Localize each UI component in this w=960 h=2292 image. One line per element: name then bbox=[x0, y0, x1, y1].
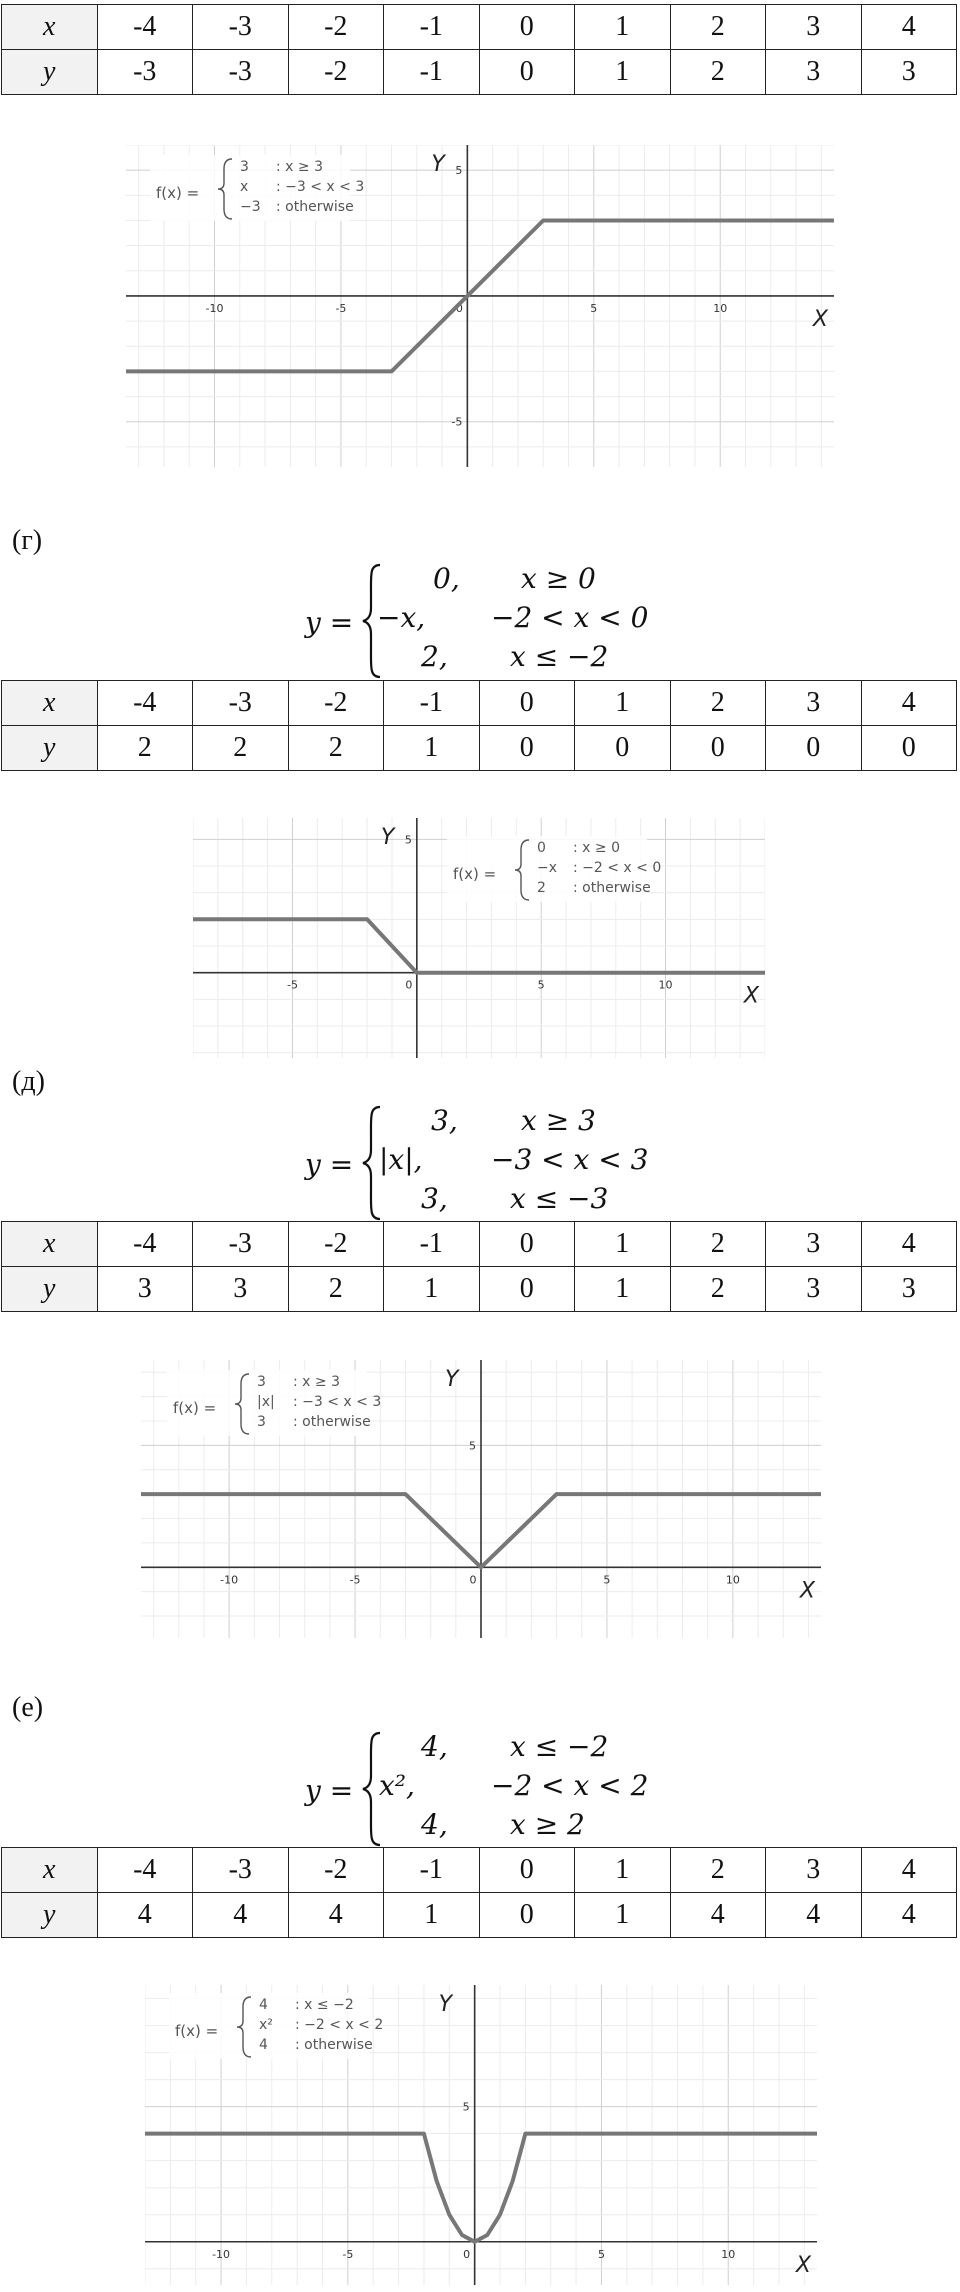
case-value: 4, bbox=[421, 1730, 448, 1763]
table-cell: -3 bbox=[193, 681, 289, 726]
legend-condition: : −2 < x < 2 bbox=[295, 2017, 384, 2033]
y-axis-label: Y bbox=[431, 152, 445, 177]
case-value: 3, bbox=[431, 1104, 458, 1137]
table-cell: 3 bbox=[766, 1848, 862, 1893]
table-cell: 0 bbox=[861, 726, 957, 771]
table-cell: 4 bbox=[861, 1893, 957, 1938]
table-cell: 1 bbox=[575, 1848, 671, 1893]
legend-condition: : x ≥ 3 bbox=[276, 159, 323, 175]
legend-condition: : x ≥ 3 bbox=[293, 1374, 340, 1390]
table-cell: -1 bbox=[384, 50, 480, 95]
piecewise-formula bbox=[305, 1104, 665, 1222]
table-cell: 2 bbox=[97, 726, 193, 771]
value-table bbox=[1, 680, 957, 771]
table-header-cell: y bbox=[2, 50, 98, 95]
case-condition: −2 < x < 2 bbox=[491, 1769, 649, 1802]
table-cell: 2 bbox=[288, 726, 384, 771]
x-tick-label: -10 bbox=[212, 2247, 231, 2261]
case-condition: x ≤ −3 bbox=[510, 1182, 609, 1215]
table-cell: 3 bbox=[766, 5, 862, 50]
table-cell: 2 bbox=[670, 50, 766, 95]
case-value: x², bbox=[379, 1769, 415, 1802]
piecewise-formula bbox=[305, 562, 665, 680]
x-axis-label: X bbox=[812, 306, 828, 332]
legend-prefix: f(x) = bbox=[173, 1399, 217, 1417]
x-tick-label: -5 bbox=[335, 301, 347, 315]
table-header-cell: y bbox=[2, 726, 98, 771]
formula-lhs: y = bbox=[305, 606, 354, 639]
table-cell: 3 bbox=[861, 50, 957, 95]
table-cell: -3 bbox=[193, 50, 289, 95]
table-cell: 0 bbox=[479, 5, 575, 50]
legend-expr: −3 bbox=[240, 199, 261, 215]
table-cell: 1 bbox=[384, 726, 480, 771]
x-tick-label: -10 bbox=[205, 301, 224, 315]
legend-expr: 3 bbox=[240, 159, 249, 175]
table-cell: 0 bbox=[575, 726, 671, 771]
table-cell: -3 bbox=[97, 50, 193, 95]
legend-expr: −x bbox=[537, 860, 558, 876]
table-cell: -1 bbox=[384, 1848, 480, 1893]
x-tick-label: 5 bbox=[603, 1573, 611, 1587]
table-cell: 4 bbox=[97, 1893, 193, 1938]
table-cell: 4 bbox=[288, 1893, 384, 1938]
function-graph bbox=[193, 818, 765, 1058]
y-tick-label: 5 bbox=[455, 164, 463, 178]
table-cell: -2 bbox=[288, 1848, 384, 1893]
legend-condition: : x ≥ 0 bbox=[573, 840, 620, 856]
table-cell: 0 bbox=[670, 726, 766, 771]
function-graph bbox=[145, 1985, 817, 2285]
x-tick-label: 5 bbox=[590, 301, 598, 315]
x-tick-label: 10 bbox=[658, 978, 673, 992]
legend-prefix: f(x) = bbox=[156, 184, 200, 202]
table-cell: 1 bbox=[575, 1893, 671, 1938]
case-condition: x ≥ 3 bbox=[521, 1104, 596, 1137]
table-cell: 0 bbox=[479, 50, 575, 95]
x-tick-label: 10 bbox=[721, 2247, 736, 2261]
table-row bbox=[2, 726, 957, 771]
case-condition: x ≤ −2 bbox=[510, 640, 609, 673]
section-label: (г) bbox=[12, 525, 43, 556]
case-value: −x, bbox=[377, 601, 426, 634]
table-cell: 3 bbox=[766, 50, 862, 95]
x-axis-label: X bbox=[743, 983, 759, 1009]
x-axis-label: X bbox=[795, 2252, 811, 2278]
legend-condition: : otherwise bbox=[276, 199, 354, 215]
legend-expr: 4 bbox=[259, 2037, 268, 2053]
table-header-cell: x bbox=[2, 5, 98, 50]
table-row bbox=[2, 1267, 957, 1312]
table-cell: -3 bbox=[193, 1848, 289, 1893]
formula-lhs: y = bbox=[305, 1148, 354, 1181]
table-cell: 3 bbox=[766, 681, 862, 726]
table-cell: 3 bbox=[766, 1222, 862, 1267]
legend-condition: : otherwise bbox=[295, 2037, 373, 2053]
y-axis-label: Y bbox=[438, 1992, 453, 2017]
table-cell: 2 bbox=[670, 1222, 766, 1267]
table-cell: -4 bbox=[97, 1222, 193, 1267]
x-tick-label: -10 bbox=[220, 1573, 239, 1587]
table-header-cell: y bbox=[2, 1893, 98, 1938]
legend-condition: : −3 < x < 3 bbox=[293, 1394, 382, 1410]
table-row bbox=[2, 50, 957, 95]
table-cell: 0 bbox=[479, 1222, 575, 1267]
table-cell: -1 bbox=[384, 1222, 480, 1267]
legend-expr: |x| bbox=[257, 1394, 275, 1410]
table-row bbox=[2, 681, 957, 726]
table-cell: -2 bbox=[288, 50, 384, 95]
table-cell: -2 bbox=[288, 681, 384, 726]
x-tick-label: 10 bbox=[713, 301, 728, 315]
table-cell: -4 bbox=[97, 681, 193, 726]
table-cell: -2 bbox=[288, 5, 384, 50]
function-graph bbox=[141, 1360, 821, 1638]
y-axis-label: Y bbox=[445, 1367, 459, 1392]
table-cell: 2 bbox=[670, 1848, 766, 1893]
table-cell: 0 bbox=[479, 681, 575, 726]
x-tick-label: -5 bbox=[342, 2247, 354, 2261]
table-cell: 1 bbox=[575, 50, 671, 95]
table-cell: 0 bbox=[479, 1893, 575, 1938]
table-header-cell: x bbox=[2, 1222, 98, 1267]
table-header-cell: x bbox=[2, 1848, 98, 1893]
table-cell: 1 bbox=[384, 1893, 480, 1938]
table-cell: 3 bbox=[193, 1267, 289, 1312]
table-cell: 1 bbox=[575, 1222, 671, 1267]
x-tick-label: 0 bbox=[405, 978, 413, 992]
legend-condition: : −3 < x < 3 bbox=[276, 179, 365, 195]
x-tick-label: 0 bbox=[469, 1573, 477, 1587]
section-label: (д) bbox=[12, 1066, 45, 1097]
formula-lhs: y = bbox=[305, 1774, 354, 1807]
table-cell: -4 bbox=[97, 5, 193, 50]
legend-expr: x bbox=[240, 179, 249, 195]
table-cell: 0 bbox=[479, 726, 575, 771]
case-condition: −3 < x < 3 bbox=[491, 1143, 649, 1176]
table-cell: 1 bbox=[575, 681, 671, 726]
table-cell: 2 bbox=[288, 1267, 384, 1312]
case-condition: x ≥ 2 bbox=[510, 1808, 585, 1841]
y-tick-label: -5 bbox=[451, 415, 463, 429]
legend-expr: 3 bbox=[257, 1414, 266, 1430]
legend-expr: 2 bbox=[537, 880, 546, 896]
table-cell: 0 bbox=[479, 1267, 575, 1312]
table-cell: 3 bbox=[861, 1267, 957, 1312]
legend-condition: : x ≤ −2 bbox=[295, 1997, 354, 2013]
table-row bbox=[2, 1848, 957, 1893]
table-cell: 4 bbox=[766, 1893, 862, 1938]
table-cell: 4 bbox=[861, 1222, 957, 1267]
table-cell: 2 bbox=[670, 681, 766, 726]
legend-expr: 4 bbox=[259, 1997, 268, 2013]
value-table bbox=[1, 1221, 957, 1312]
legend-condition: : otherwise bbox=[293, 1414, 371, 1430]
legend-condition: : otherwise bbox=[573, 880, 651, 896]
table-cell: 2 bbox=[193, 726, 289, 771]
table-cell: 1 bbox=[575, 5, 671, 50]
y-tick-label: 5 bbox=[404, 833, 412, 847]
table-cell: 2 bbox=[670, 1267, 766, 1312]
case-value: 0, bbox=[433, 562, 460, 595]
table-cell: -3 bbox=[193, 1222, 289, 1267]
x-tick-label: -5 bbox=[286, 978, 298, 992]
table-row bbox=[2, 5, 957, 50]
x-tick-label: 5 bbox=[597, 2247, 605, 2261]
table-row bbox=[2, 1222, 957, 1267]
x-tick-label: 0 bbox=[455, 301, 463, 315]
table-cell: 3 bbox=[97, 1267, 193, 1312]
case-condition: −2 < x < 0 bbox=[491, 601, 649, 634]
x-tick-label: 0 bbox=[463, 2247, 471, 2261]
table-cell: 4 bbox=[861, 5, 957, 50]
legend-expr: 3 bbox=[257, 1374, 266, 1390]
case-value: 3, bbox=[421, 1182, 448, 1215]
table-cell: -2 bbox=[288, 1222, 384, 1267]
table-cell: 4 bbox=[861, 1848, 957, 1893]
table-cell: 3 bbox=[766, 1267, 862, 1312]
y-tick-label: 5 bbox=[469, 1439, 476, 1453]
x-tick-label: 10 bbox=[725, 1573, 740, 1587]
table-cell: -3 bbox=[193, 5, 289, 50]
table-cell: 1 bbox=[575, 1267, 671, 1312]
table-cell: 0 bbox=[766, 726, 862, 771]
y-axis-label: Y bbox=[380, 825, 395, 850]
table-header-cell: y bbox=[2, 1267, 98, 1312]
x-tick-label: -5 bbox=[349, 1573, 361, 1587]
table-cell: 4 bbox=[670, 1893, 766, 1938]
value-table bbox=[1, 4, 957, 95]
y-tick-label: 5 bbox=[462, 2100, 470, 2114]
table-cell: 0 bbox=[479, 1848, 575, 1893]
x-tick-label: 5 bbox=[537, 978, 545, 992]
legend-prefix: f(x) = bbox=[453, 865, 497, 883]
case-value: 2, bbox=[421, 640, 448, 673]
table-row bbox=[2, 1893, 957, 1938]
table-cell: -1 bbox=[384, 681, 480, 726]
table-cell: -1 bbox=[384, 5, 480, 50]
legend-expr: 0 bbox=[537, 840, 546, 856]
case-condition: x ≤ −2 bbox=[510, 1730, 609, 1763]
table-cell: 2 bbox=[670, 5, 766, 50]
x-axis-label: X bbox=[799, 1578, 815, 1604]
function-graph bbox=[126, 145, 834, 467]
piecewise-formula bbox=[305, 1730, 665, 1848]
legend-condition: : −2 < x < 0 bbox=[573, 860, 662, 876]
case-value: 4, bbox=[421, 1808, 448, 1841]
case-value: |x|, bbox=[379, 1143, 423, 1176]
table-cell: -4 bbox=[97, 1848, 193, 1893]
table-header-cell: x bbox=[2, 681, 98, 726]
legend-expr: x² bbox=[259, 2017, 273, 2033]
table-cell: 1 bbox=[384, 1267, 480, 1312]
legend-prefix: f(x) = bbox=[175, 2022, 219, 2040]
table-cell: 4 bbox=[861, 681, 957, 726]
value-table bbox=[1, 1847, 957, 1938]
section-label: (е) bbox=[12, 1692, 44, 1723]
table-cell: 4 bbox=[193, 1893, 289, 1938]
case-condition: x ≥ 0 bbox=[521, 562, 596, 595]
